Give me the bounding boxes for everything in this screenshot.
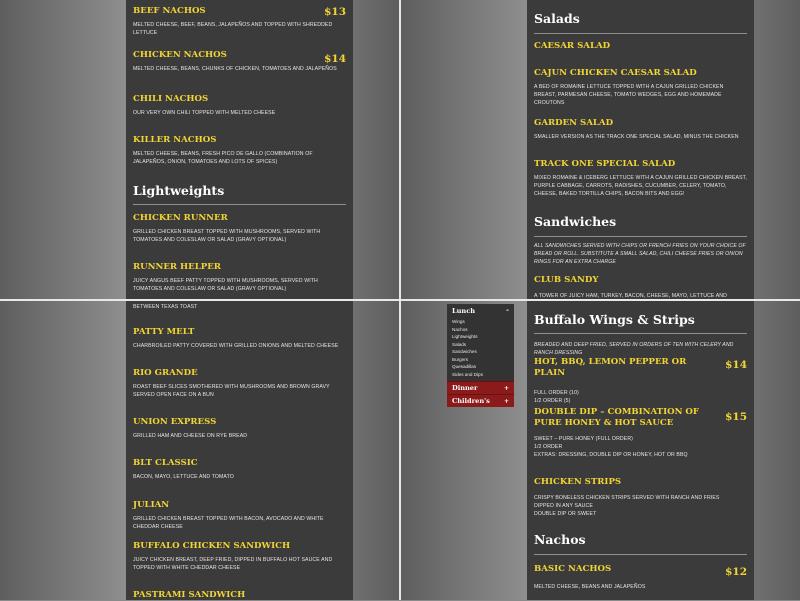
section-title: Salads bbox=[534, 11, 580, 26]
description-line: CRISPY BONELESS CHICKEN STRIPS SERVED WITH RANCH AND FRIES bbox=[534, 495, 720, 501]
nav-link-wings[interactable]: Wings bbox=[452, 319, 465, 324]
section-divider bbox=[534, 554, 747, 555]
menu-item bbox=[534, 407, 747, 459]
nav-lunch-list bbox=[447, 316, 514, 381]
menu-item-name: PATTY MELT bbox=[133, 327, 195, 337]
menu-item-description bbox=[534, 435, 747, 459]
screenshot-panel-bottom-right bbox=[401, 301, 800, 600]
menu-item-description: GRILLED CHICKEN BREAST TOPPED WITH BACON, AVOCADO AND WHITE CHEDDAR CHEESE bbox=[133, 516, 324, 530]
menu-item bbox=[133, 327, 346, 350]
menu-item-price: $14 bbox=[324, 53, 346, 65]
menu-item-name: CAJUN CHICKEN CAESAR SALAD bbox=[534, 68, 697, 78]
menu-item bbox=[534, 41, 747, 52]
section-divider bbox=[133, 204, 346, 205]
section-note bbox=[534, 341, 747, 357]
menu-item-name: BUFFALO CHICKEN SANDWICH bbox=[133, 541, 291, 551]
section-note-text: ALL SANDWICHES SERVED WITH CHIPS OR FRENCH FRIES ON YOUR CHOICE OF BREAD OR ROLL. SUBSTITUTE A SMALL SALAD, CHILI CHEESE FRIES OR ONION RINGS FOR AN EXTRA CHARGE bbox=[534, 243, 746, 265]
menu-item-description: GRILLED HAM AND CHEESE ON RYE BREAD bbox=[133, 433, 248, 439]
menu-item-description: BACON, MAYO, LETTUCE AND TOMATO bbox=[133, 474, 234, 480]
menu-item bbox=[133, 458, 346, 481]
menu-panel bbox=[126, 0, 353, 299]
section-divider bbox=[534, 33, 747, 34]
description-line: SWEET – PURE HONEY (FULL ORDER) bbox=[534, 436, 633, 442]
menu-item-name: CHICKEN STRIPS bbox=[534, 477, 622, 487]
menu-item-name: JULIAN bbox=[133, 500, 170, 510]
menu-item-name: BLT CLASSIC bbox=[133, 458, 198, 468]
section-title: Lightweights bbox=[133, 183, 225, 198]
menu-item bbox=[133, 368, 346, 399]
menu-item-name: KILLER NACHOS bbox=[133, 135, 217, 145]
menu-item-description bbox=[534, 583, 747, 591]
menu-item bbox=[133, 50, 346, 73]
nav-link-nachos[interactable]: Nachos bbox=[452, 326, 468, 332]
menu-item bbox=[133, 262, 346, 293]
nav-link-lightweights[interactable]: Lightweights bbox=[452, 334, 478, 339]
menu-item-name: UNION EXPRESS bbox=[133, 417, 217, 427]
nav-link-burgers[interactable]: Burgers bbox=[452, 356, 469, 362]
menu-item-description: CHARBROILED PATTY COVERED WITH GRILLED ONIONS AND MELTED CHEESE bbox=[133, 343, 339, 349]
nav-lunch-header[interactable] bbox=[447, 304, 514, 316]
description-line: MELTED CHEESE, BEANS AND JALAPEÑOS bbox=[534, 584, 646, 590]
menu-item bbox=[133, 213, 346, 244]
description-line: DOUBLE DIP OR SWEET bbox=[534, 511, 597, 517]
menu-item bbox=[133, 135, 346, 166]
collapse-icon[interactable]: – bbox=[506, 307, 509, 314]
grid-divider-horizontal bbox=[0, 299, 800, 301]
section-divider bbox=[534, 333, 747, 334]
menu-item-name: BASIC NACHOS bbox=[534, 564, 612, 574]
menu-item-description: MELTED CHEESE, BEANS, FRESH PICO DE GALLO (COMBINATION OF JALAPEÑOS, ONION, TOMATOES AND LOTS OF SPICES) bbox=[133, 151, 313, 165]
menu-item bbox=[133, 590, 346, 601]
menu-item-name: TRACK ONE SPECIAL SALAD bbox=[534, 159, 676, 169]
menu-panel bbox=[527, 301, 754, 600]
menu-item-description: SMALLER VERSION AS THE TRACK ONE SPECIAL SALAD, MINUS THE CHICKEN bbox=[534, 134, 739, 140]
nav-dinner-header[interactable] bbox=[447, 381, 514, 394]
menu-item-name: BEEF NACHOS bbox=[133, 6, 206, 16]
menu-item-description: OUR VERY OWN CHILI TOPPED WITH MELTED CHEESE bbox=[133, 110, 276, 116]
menu-item-description bbox=[534, 389, 747, 405]
menu-item-description: ROAST BEEF SLICES SMOTHERED WITH MUSHROOMS AND BROWN GRAVY SERVED OPEN FACE ON A BUN bbox=[133, 384, 330, 398]
menu-item bbox=[133, 6, 346, 37]
expand-icon[interactable]: + bbox=[503, 384, 509, 392]
menu-item-name: RUNNER HELPER bbox=[133, 262, 221, 272]
expand-icon[interactable]: + bbox=[503, 397, 509, 405]
nav-childrens-label: Children's bbox=[452, 397, 490, 405]
menu-item-name: DOUBLE DIP – COMBINATION OF PURE HONEY & HOT SAUCE bbox=[534, 407, 700, 428]
nav-lunch-label: Lunch bbox=[452, 306, 476, 315]
description-line: DIPPED IN ANY SAUCE bbox=[534, 503, 593, 509]
menu-item-price: $15 bbox=[725, 411, 747, 423]
menu-item bbox=[133, 94, 346, 117]
menu-item-description: JUICY CHICKEN BREAST, DEEP FRIED, DIPPED IN BUFFALO HOT SAUCE AND TOPPED WITH WHITE CHEDDAR CHEESE bbox=[133, 557, 333, 571]
section-title: Sandwiches bbox=[534, 214, 617, 229]
menu-item bbox=[534, 118, 747, 141]
menu-item-description bbox=[534, 494, 747, 518]
menu-item bbox=[534, 159, 747, 198]
description-line: 1/2 ORDER (5) bbox=[534, 398, 571, 404]
nav-link-sides-and-dips[interactable]: Sides and Dips bbox=[452, 371, 483, 377]
menu-item-name: CHICKEN NACHOS bbox=[133, 50, 227, 60]
screenshot-panel-bottom-left bbox=[0, 301, 399, 600]
menu-item-description: MELTED CHEESE, BEEF, BEANS, JALAPEÑOS AND TOPPED WITH SHREDDED LETTUCE bbox=[133, 22, 333, 36]
nav-dinner-label: Dinner bbox=[452, 384, 478, 392]
menu-item-name: CAESAR SALAD bbox=[534, 41, 611, 51]
menu-item-price: $12 bbox=[725, 566, 747, 578]
menu-item bbox=[534, 68, 747, 107]
section-title: Buffalo Wings & Strips bbox=[534, 312, 695, 327]
menu-item-name: CHILI NACHOS bbox=[133, 94, 209, 104]
section-divider bbox=[534, 236, 747, 237]
menu-item bbox=[534, 564, 747, 591]
menu-category-nav bbox=[447, 304, 514, 407]
menu-item-description: A TOWER OF JUICY HAM, TURKEY, BACON, CHEESE, MAYO, LETTUCE AND bbox=[534, 293, 727, 299]
screenshot-panel-top-left bbox=[0, 0, 399, 299]
section-title: Nachos bbox=[534, 532, 586, 547]
nav-link-salads[interactable]: Salads bbox=[452, 341, 467, 347]
menu-item-continued bbox=[133, 303, 346, 311]
menu-item bbox=[534, 357, 747, 405]
menu-item-description: MIXED ROMAINE & ICEBERG LETTUCE WITH A CAJUN GRILLED CHICKEN BREAST, PURPLE CABBAGE, CARROTS, RADISHES, CUCUMBER, CELERY, TOMATO, CHEESE, BAKED TORTILLA CHIPS, BACON BITS AND EGG! bbox=[534, 175, 747, 197]
description-line: FULL ORDER (10) bbox=[534, 390, 579, 396]
menu-item-description: MELTED CHEESE, BEANS, CHUNKS OF CHICKEN, TOMATOES AND JALAPEÑOS bbox=[133, 66, 337, 72]
menu-item-price: $14 bbox=[725, 359, 747, 371]
menu-item-name: CHICKEN RUNNER bbox=[133, 213, 228, 223]
menu-item-description: BETWEEN TEXAS TOAST bbox=[133, 304, 198, 310]
description-line: EXTRAS: DRESSING, DOUBLE DIP OR HONEY, HOT OR BBQ bbox=[534, 452, 688, 458]
menu-item-description: A BED OF ROMAINE LETTUCE TOPPED WITH A CAJUN GRILLED CHICKEN BREAST, PARMESAN CHEESE, TOMATO WEDGES, EGG AND HOMEMADE CROUTONS bbox=[534, 84, 724, 106]
menu-panel bbox=[126, 301, 353, 600]
menu-item-name: GARDEN SALAD bbox=[534, 118, 614, 128]
menu-item-description: GRILLED CHICKEN BREAST TOPPED WITH MUSHROOMS, SERVED WITH TOMATOES AND COLESLAW OR SALAD (GRAVY OPTIONAL) bbox=[133, 229, 321, 243]
menu-item-name: CLUB SANDY bbox=[534, 275, 599, 285]
menu-panel bbox=[527, 0, 754, 299]
screenshot-panel-top-right bbox=[401, 0, 800, 299]
menu-item bbox=[133, 541, 346, 572]
menu-item-price: $13 bbox=[324, 6, 346, 18]
nav-childrens-header[interactable] bbox=[447, 394, 514, 407]
menu-item-description: JUICY ANGUS BEEF PATTY TOPPED WITH MUSHROOMS, SERVED WITH TOMATOES AND COLESLAW OR SALAD (GRAVY OPTIONAL) bbox=[133, 278, 318, 292]
menu-item bbox=[534, 477, 747, 518]
menu-item bbox=[133, 417, 346, 440]
description-line: 1/2 ORDER bbox=[534, 444, 563, 450]
section-note-text: BREADED AND DEEP FRIED, SERVED IN ORDERS OF TEN WITH CELERY AND RANCH DRESSING bbox=[534, 342, 734, 356]
section-note bbox=[534, 242, 747, 266]
menu-item bbox=[133, 500, 346, 531]
nav-link-sandwiches[interactable]: Sandwiches bbox=[452, 349, 477, 354]
menu-item-name: PASTRAMI SANDWICH bbox=[133, 590, 246, 600]
nav-link-quesadillas[interactable]: Quesadillas bbox=[452, 364, 477, 369]
menu-item-name: RIO GRANDE bbox=[133, 368, 198, 378]
menu-item-name: HOT, BBQ, LEMON PEPPER OR PLAIN bbox=[534, 357, 687, 378]
